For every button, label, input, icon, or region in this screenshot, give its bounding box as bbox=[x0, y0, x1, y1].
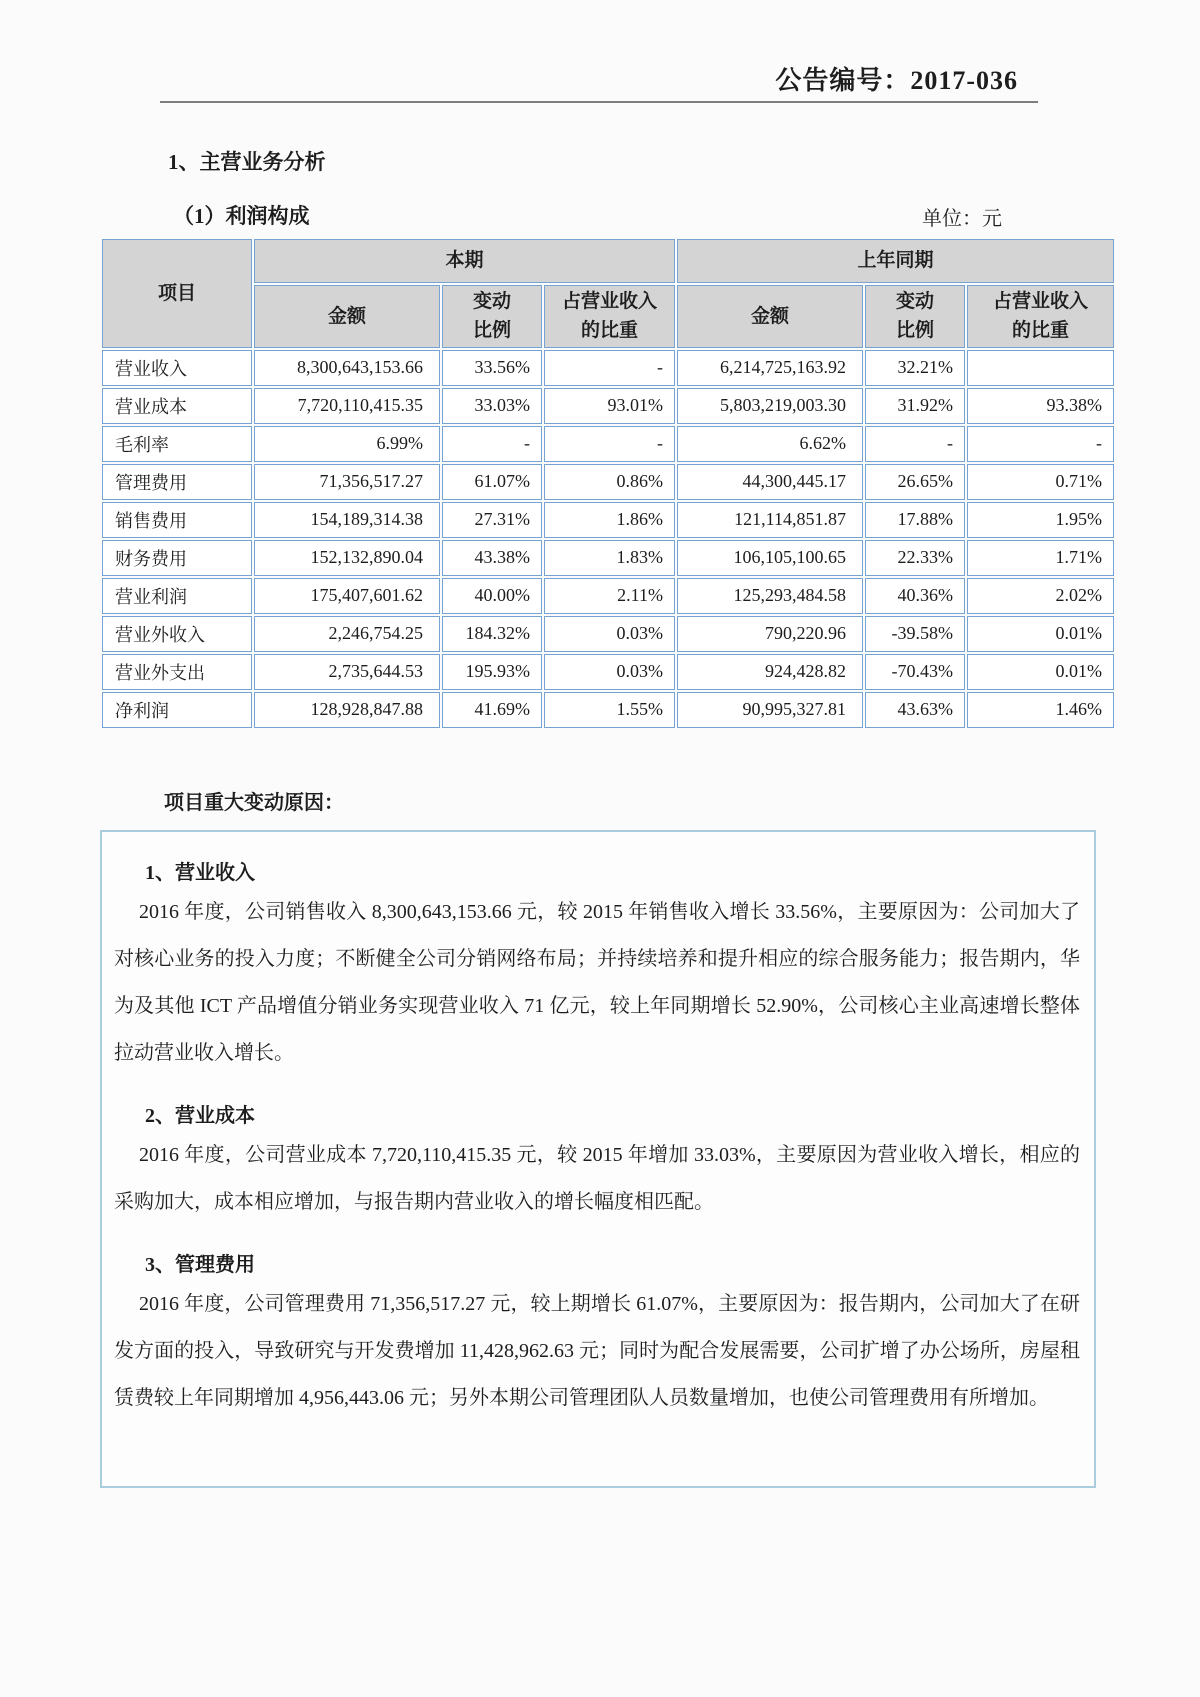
cell-prior-change: 32.21% bbox=[865, 350, 965, 386]
cell-current-amount: 6.99% bbox=[254, 426, 440, 462]
header-divider bbox=[160, 101, 1038, 103]
cell-prior-share: 0.01% bbox=[967, 654, 1114, 690]
cell-current-amount: 8,300,643,153.66 bbox=[254, 350, 440, 386]
table-row bbox=[102, 464, 1114, 500]
cell-current-share: 1.55% bbox=[544, 692, 675, 728]
cell-current-amount: 2,735,644.53 bbox=[254, 654, 440, 690]
cell-current-amount: 152,132,890.04 bbox=[254, 540, 440, 576]
reason-body: 2016 年度，公司营业成本 7,720,110,415.35 元，较 2015 年增加 33.03%，主要原因为营业收入增长，相应的采购加大，成本相应增加，与报告期内营业收入的增长幅度相匹配。 bbox=[114, 1144, 1080, 1213]
cell-current-share: 93.01% bbox=[544, 388, 675, 424]
table-header-current-period: 本期 bbox=[254, 239, 675, 283]
table-header-item: 项目 bbox=[102, 239, 252, 348]
reason-body: 2016 年度，公司销售收入 8,300,643,153.66 元，较 2015 年销售收入增长 33.56%，主要原因为：公司加大了对核心业务的投入力度；不断健全公司分销网络布局；并持续培养和提升相应的综合服务能力；报告期内，华为及其他 ICT 产品增值分销业务实现营业收入 71 亿元，较上年同期增长 52.90%，公司核心主业高速增长整体拉动营业收入增长。 bbox=[114, 901, 1080, 1064]
cell-item: 毛利率 bbox=[102, 426, 252, 462]
table-row bbox=[102, 426, 1114, 462]
table-header-share-prior bbox=[967, 285, 1114, 348]
cell-prior-share: 1.46% bbox=[967, 692, 1114, 728]
cell-prior-amount: 5,803,219,003.30 bbox=[677, 388, 863, 424]
cell-item: 财务费用 bbox=[102, 540, 252, 576]
cell-current-amount: 128,928,847.88 bbox=[254, 692, 440, 728]
cell-current-amount: 175,407,601.62 bbox=[254, 578, 440, 614]
table-header-sub-row bbox=[102, 285, 1114, 348]
revenue-share-label: 占营业收入的比重 bbox=[993, 291, 1089, 342]
announcement-number: 公告编号：2017-036 bbox=[775, 66, 1018, 95]
cell-current-change: 184.32% bbox=[442, 616, 542, 652]
table-header-change-prior bbox=[865, 285, 965, 348]
table-row bbox=[102, 692, 1114, 728]
cell-current-change: 43.38% bbox=[442, 540, 542, 576]
cell-prior-amount: 125,293,484.58 bbox=[677, 578, 863, 614]
table-row bbox=[102, 388, 1114, 424]
cell-prior-share: 0.01% bbox=[967, 616, 1114, 652]
table-row bbox=[102, 350, 1114, 386]
cell-current-change: 40.00% bbox=[442, 578, 542, 614]
cell-prior-share: 2.02% bbox=[967, 578, 1114, 614]
cell-prior-share: 0.71% bbox=[967, 464, 1114, 500]
cell-prior-amount: 924,428.82 bbox=[677, 654, 863, 690]
cell-item: 净利润 bbox=[102, 692, 252, 728]
unit-label: 单位：元 bbox=[922, 208, 1002, 230]
cell-prior-share: 1.71% bbox=[967, 540, 1114, 576]
cell-prior-change: -39.58% bbox=[865, 616, 965, 652]
cell-prior-change: 31.92% bbox=[865, 388, 965, 424]
cell-item: 营业成本 bbox=[102, 388, 252, 424]
subsection-title: （1）利润构成 bbox=[173, 204, 310, 228]
cell-current-share: 0.86% bbox=[544, 464, 675, 500]
table-row bbox=[102, 540, 1114, 576]
reason-title: 3、管理费用 bbox=[145, 1254, 255, 1276]
change-ratio-label: 变动比例 bbox=[895, 291, 934, 342]
cell-current-share: 1.83% bbox=[544, 540, 675, 576]
cell-prior-change: 40.36% bbox=[865, 578, 965, 614]
reason-section bbox=[114, 856, 1080, 1077]
reason-section bbox=[114, 1248, 1080, 1422]
cell-current-share: - bbox=[544, 350, 675, 386]
table-header-change-current bbox=[442, 285, 542, 348]
cell-current-amount: 2,246,754.25 bbox=[254, 616, 440, 652]
cell-item: 营业收入 bbox=[102, 350, 252, 386]
cell-prior-share: - bbox=[967, 426, 1114, 462]
table-header-group-row bbox=[102, 239, 1114, 283]
reason-title: 1、营业收入 bbox=[145, 862, 255, 884]
cell-prior-amount: 121,114,851.87 bbox=[677, 502, 863, 538]
cell-prior-amount: 90,995,327.81 bbox=[677, 692, 863, 728]
cell-current-share: - bbox=[544, 426, 675, 462]
table-row bbox=[102, 616, 1114, 652]
cell-current-share: 1.86% bbox=[544, 502, 675, 538]
cell-item: 管理费用 bbox=[102, 464, 252, 500]
reasons-heading: 项目重大变动原因： bbox=[164, 792, 344, 814]
cell-prior-amount: 6,214,725,163.92 bbox=[677, 350, 863, 386]
cell-current-share: 0.03% bbox=[544, 616, 675, 652]
cell-prior-change: 43.63% bbox=[865, 692, 965, 728]
cell-prior-share: 1.95% bbox=[967, 502, 1114, 538]
change-ratio-label: 变动比例 bbox=[472, 291, 511, 342]
cell-prior-change: - bbox=[865, 426, 965, 462]
reason-body: 2016 年度，公司管理费用 71,356,517.27 元，较上期增长 61.07%，主要原因为：报告期内，公司加大了在研发方面的投入，导致研究与开发费增加 11,428,962.63 元；同时为配合发展需要，公司扩增了办公场所，房屋租赁费较上年同期增加 4,956,443.06 元；另外本期公司管理团队人员数量增加，也使公司管理费用有所增加。 bbox=[114, 1293, 1080, 1409]
cell-current-share: 2.11% bbox=[544, 578, 675, 614]
cell-current-amount: 154,189,314.38 bbox=[254, 502, 440, 538]
cell-prior-change: -70.43% bbox=[865, 654, 965, 690]
cell-prior-change: 26.65% bbox=[865, 464, 965, 500]
cell-current-amount: 71,356,517.27 bbox=[254, 464, 440, 500]
cell-prior-amount: 44,300,445.17 bbox=[677, 464, 863, 500]
cell-current-change: 33.03% bbox=[442, 388, 542, 424]
cell-item: 营业利润 bbox=[102, 578, 252, 614]
cell-current-share: 0.03% bbox=[544, 654, 675, 690]
cell-prior-share: 93.38% bbox=[967, 388, 1114, 424]
amount-label: 金额 bbox=[327, 305, 366, 327]
cell-current-change: 41.69% bbox=[442, 692, 542, 728]
cell-prior-change: 22.33% bbox=[865, 540, 965, 576]
cell-item: 营业外支出 bbox=[102, 654, 252, 690]
reason-title: 2、营业成本 bbox=[145, 1105, 255, 1127]
table-header-amount-current bbox=[254, 285, 440, 348]
revenue-share-label: 占营业收入的比重 bbox=[561, 291, 657, 342]
table-row bbox=[102, 502, 1114, 538]
amount-label: 金额 bbox=[750, 305, 789, 327]
cell-prior-share bbox=[967, 350, 1114, 386]
cell-prior-amount: 6.62% bbox=[677, 426, 863, 462]
table-header-prior-period: 上年同期 bbox=[677, 239, 1114, 283]
cell-current-change: 33.56% bbox=[442, 350, 542, 386]
table-row bbox=[102, 578, 1114, 614]
cell-current-change: 61.07% bbox=[442, 464, 542, 500]
reason-section bbox=[114, 1099, 1080, 1226]
cell-current-change: 195.93% bbox=[442, 654, 542, 690]
table-header-share-current bbox=[544, 285, 675, 348]
cell-current-change: 27.31% bbox=[442, 502, 542, 538]
section-title: 1、主营业务分析 bbox=[168, 150, 326, 174]
reasons-box bbox=[100, 830, 1096, 1488]
cell-item: 销售费用 bbox=[102, 502, 252, 538]
cell-prior-change: 17.88% bbox=[865, 502, 965, 538]
cell-current-change: - bbox=[442, 426, 542, 462]
cell-current-amount: 7,720,110,415.35 bbox=[254, 388, 440, 424]
table-row bbox=[102, 654, 1114, 690]
cell-prior-amount: 106,105,100.65 bbox=[677, 540, 863, 576]
cell-prior-amount: 790,220.96 bbox=[677, 616, 863, 652]
profit-table bbox=[100, 237, 1116, 730]
table-header-amount-prior bbox=[677, 285, 863, 348]
cell-item: 营业外收入 bbox=[102, 616, 252, 652]
